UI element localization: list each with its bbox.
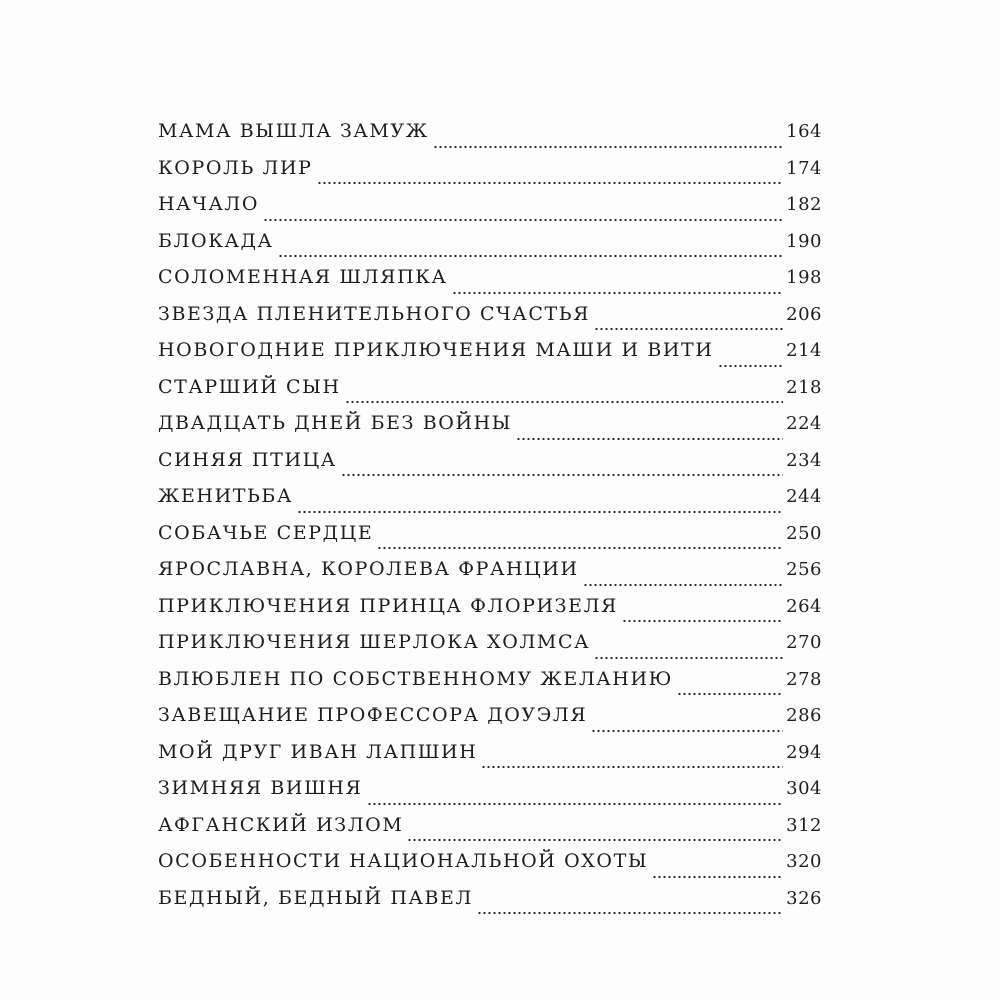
toc-entry-title: ЖЕНИТЬБА bbox=[158, 485, 293, 507]
toc-entry-title: БЛОКАДА bbox=[158, 229, 274, 252]
table-of-contents bbox=[158, 120, 822, 923]
dot-leader bbox=[677, 692, 783, 696]
toc-entry-page-number: 286 bbox=[786, 705, 822, 726]
toc-entry-title: ЗИМНЯЯ ВИШНЯ bbox=[158, 777, 363, 799]
toc-entry-page-number: 218 bbox=[786, 376, 822, 398]
dot-leader bbox=[591, 729, 783, 733]
toc-entry bbox=[158, 850, 822, 887]
toc-entry-page-number: 250 bbox=[786, 522, 822, 544]
toc-entry-page-number: 278 bbox=[786, 668, 822, 690]
toc-entry bbox=[158, 339, 822, 376]
dot-leader bbox=[594, 656, 783, 660]
toc-entry-title: КОРОЛЬ ЛИР bbox=[158, 156, 313, 179]
toc-entry-page-number: 320 bbox=[786, 851, 822, 872]
toc-entry bbox=[158, 741, 822, 778]
toc-entry-title: СИНЯЯ ПТИЦА bbox=[158, 448, 337, 471]
toc-entry-page-number: 264 bbox=[786, 595, 822, 617]
dot-leader bbox=[367, 802, 784, 806]
dot-leader bbox=[718, 364, 784, 368]
toc-entry-title: БЕДНЫЙ, БЕДНЫЙ ПАВЕЛ bbox=[158, 886, 473, 909]
toc-entry bbox=[158, 230, 822, 267]
toc-entry bbox=[158, 704, 822, 741]
toc-entry-page-number: 294 bbox=[786, 741, 822, 763]
toc-entry bbox=[158, 631, 822, 668]
toc-entry bbox=[158, 558, 822, 595]
dot-leader bbox=[345, 400, 783, 404]
toc-entry bbox=[158, 157, 822, 194]
dot-leader bbox=[297, 510, 783, 514]
toc-entry-title: ВЛЮБЛЕН ПО СОБСТВЕННОМУ ЖЕЛАНИЮ bbox=[158, 667, 673, 690]
toc-entry-page-number: 234 bbox=[786, 449, 822, 471]
toc-entry-page-number: 190 bbox=[786, 230, 822, 252]
dot-leader bbox=[452, 291, 784, 295]
toc-entry-title: ЗАВЕЩАНИЕ ПРОФЕССОРА ДОУЭЛЯ bbox=[158, 704, 588, 726]
toc-entry bbox=[158, 266, 822, 303]
toc-entry bbox=[158, 193, 822, 230]
toc-entry-title: ЯРОСЛАВНА, КОРОЛЕВА ФРАНЦИИ bbox=[158, 558, 579, 580]
dot-leader bbox=[481, 765, 783, 769]
toc-entry bbox=[158, 376, 822, 413]
toc-entry-title: НАЧАЛО bbox=[158, 193, 260, 215]
toc-entry-page-number: 256 bbox=[786, 559, 822, 580]
toc-entry bbox=[158, 887, 822, 924]
dot-leader bbox=[433, 145, 783, 149]
dot-leader bbox=[317, 181, 784, 185]
dot-leader bbox=[263, 218, 783, 222]
toc-entry-title: ПРИКЛЮЧЕНИЯ ШЕРЛОКА ХОЛМСА bbox=[158, 631, 591, 653]
toc-entry-page-number: 326 bbox=[786, 887, 822, 909]
toc-entry-page-number: 214 bbox=[786, 340, 822, 361]
toc-entry-title: ДВАДЦАТЬ ДНЕЙ БЕЗ ВОЙНЫ bbox=[158, 412, 513, 434]
dot-leader bbox=[477, 911, 783, 915]
toc-entry-page-number: 312 bbox=[786, 814, 822, 836]
toc-entry-page-number: 270 bbox=[786, 632, 822, 653]
toc-entry bbox=[158, 120, 822, 157]
toc-entry-page-number: 206 bbox=[786, 303, 822, 325]
dot-leader bbox=[583, 583, 783, 587]
dot-leader bbox=[377, 546, 783, 550]
toc-entry-title: НОВОГОДНИЕ ПРИКЛЮЧЕНИЯ МАШИ И ВИТИ bbox=[158, 339, 714, 361]
toc-entry bbox=[158, 595, 822, 632]
dot-leader bbox=[594, 327, 783, 331]
dot-leader bbox=[516, 437, 783, 441]
dot-leader bbox=[652, 875, 783, 879]
toc-entry bbox=[158, 303, 822, 340]
toc-entry-page-number: 304 bbox=[786, 778, 822, 799]
toc-entry-page-number: 174 bbox=[786, 157, 822, 179]
toc-entry-title: МОЙ ДРУГ ИВАН ЛАПШИН bbox=[158, 740, 478, 763]
dot-leader bbox=[341, 473, 783, 477]
toc-entry-title: ЗВЕЗДА ПЛЕНИТЕЛЬНОГО СЧАСТЬЯ bbox=[158, 302, 591, 325]
toc-entry-page-number: 224 bbox=[786, 413, 822, 434]
toc-entry-title: АФГАНСКИЙ ИЗЛОМ bbox=[158, 813, 404, 836]
toc-entry bbox=[158, 485, 822, 522]
toc-entry bbox=[158, 522, 822, 559]
toc-entry-page-number: 244 bbox=[786, 486, 822, 507]
toc-entry bbox=[158, 449, 822, 486]
dot-leader bbox=[407, 838, 783, 842]
toc-entry-title: СОБАЧЬЕ СЕРДЦЕ bbox=[158, 521, 374, 544]
dot-leader bbox=[622, 619, 783, 623]
toc-entry bbox=[158, 777, 822, 814]
toc-entry bbox=[158, 668, 822, 705]
toc-entry bbox=[158, 814, 822, 851]
toc-entry-title: СОЛОМЕННАЯ ШЛЯПКА bbox=[158, 266, 448, 288]
toc-entry-title: МАМА ВЫШЛА ЗАМУЖ bbox=[158, 120, 429, 142]
toc-entry-page-number: 164 bbox=[786, 121, 822, 142]
dot-leader bbox=[278, 254, 784, 258]
toc-entry-page-number: 198 bbox=[786, 267, 822, 288]
toc-entry-title: СТАРШИЙ СЫН bbox=[158, 375, 341, 398]
toc-entry-page-number: 182 bbox=[786, 194, 822, 215]
toc-entry-title: ПРИКЛЮЧЕНИЯ ПРИНЦА ФЛОРИЗЕЛЯ bbox=[158, 594, 618, 617]
toc-entry-title: ОСОБЕННОСТИ НАЦИОНАЛЬНОЙ ОХОТЫ bbox=[158, 850, 649, 872]
toc-entry bbox=[158, 412, 822, 449]
